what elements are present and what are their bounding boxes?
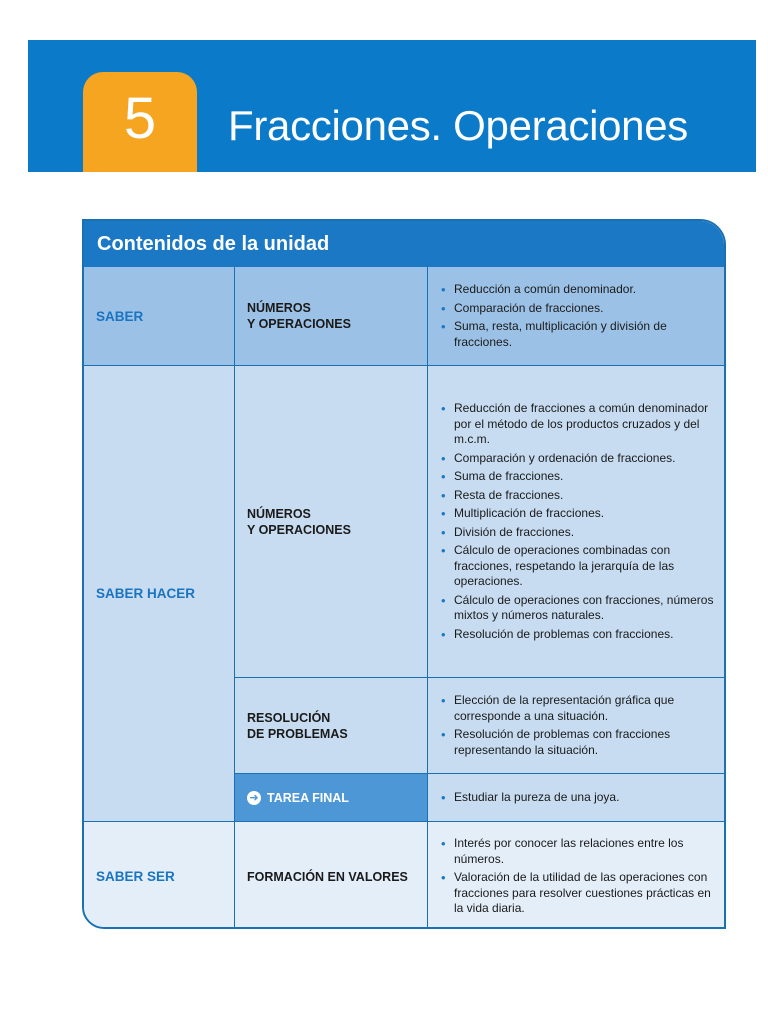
list-item: • Estudiar la pureza de una joya. xyxy=(440,790,619,806)
list-item: • Cálculo de operaciones con fracciones, números mixtos y números naturales. xyxy=(440,593,716,624)
unit-title: Fracciones. Operaciones xyxy=(228,102,688,149)
unit-number-badge xyxy=(83,72,197,172)
list-item: • Interés por conocer las relaciones entre los números. xyxy=(440,836,716,867)
contents-table xyxy=(82,219,726,929)
row-label-saber-hacer: SABER HACER xyxy=(96,586,196,601)
area-line: Y OPERACIONES xyxy=(247,317,351,331)
content-list xyxy=(427,267,724,365)
list-item: • Resolución de problemas con fracciones. xyxy=(440,627,716,643)
list-item: • Cálculo de operaciones combinadas con fracciones, respetando la jerarquía de las operaciones. xyxy=(440,543,716,590)
subrow-resolucion xyxy=(84,678,724,773)
area-line: Y OPERACIONES xyxy=(247,522,351,537)
area-line: RESOLUCIÓN xyxy=(247,710,331,725)
list-item: • Suma, resta, multiplicación y división de fracciones. xyxy=(440,319,716,350)
list-item: • Comparación y ordenación de fracciones. xyxy=(440,451,716,467)
area-resolucion-problemas xyxy=(234,678,427,773)
content-list xyxy=(427,366,724,677)
tarea-final-label: TAREA FINAL xyxy=(267,790,349,805)
list-item: • Reducción de fracciones a común denominador por el método de los productos cruzados y del m.c.m. xyxy=(440,401,716,448)
content-list xyxy=(427,822,724,929)
content-list xyxy=(427,774,724,821)
area-line: NÚMEROS xyxy=(247,301,311,315)
area-line: DE PROBLEMAS xyxy=(247,726,348,741)
row-label-saber: SABER xyxy=(96,308,144,324)
list-item: • Comparación de fracciones. xyxy=(440,301,716,317)
content-list xyxy=(427,678,724,773)
list-item: • Suma de fracciones. xyxy=(440,469,716,485)
area-numeros-operaciones xyxy=(234,366,427,677)
row-saber xyxy=(84,267,724,365)
tarea-final-link[interactable] xyxy=(234,774,427,821)
list-item: • Multiplicación de fracciones. xyxy=(440,506,716,522)
list-item: • Resolución de problemas con fracciones representando la situación. xyxy=(440,727,716,758)
row-label-saber-ser: SABER SER xyxy=(96,869,175,884)
list-item: • Reducción a común denominador. xyxy=(440,282,716,298)
unit-number: 5 xyxy=(123,85,157,151)
subrow-tarea-final xyxy=(84,774,724,821)
row-saber-ser xyxy=(84,822,724,929)
list-item: • Resta de fracciones. xyxy=(440,488,716,504)
list-item: • División de fracciones. xyxy=(440,525,716,541)
area-numeros-operaciones xyxy=(234,267,427,365)
arrow-right-circle-icon: ➜ xyxy=(247,791,261,805)
list-item: • Elección de la representación gráfica que corresponde a una situación. xyxy=(440,693,716,724)
area-line: NÚMEROS xyxy=(247,506,311,521)
table-heading: Contenidos de la unidad xyxy=(84,221,724,267)
subrow-numeros xyxy=(84,366,724,677)
area-formacion-valores: FORMACIÓN EN VALORES xyxy=(234,822,427,929)
list-item: • Valoración de la utilidad de las operaciones con fracciones para resolver cuestiones prácticas en la vida diaria. xyxy=(440,870,716,917)
